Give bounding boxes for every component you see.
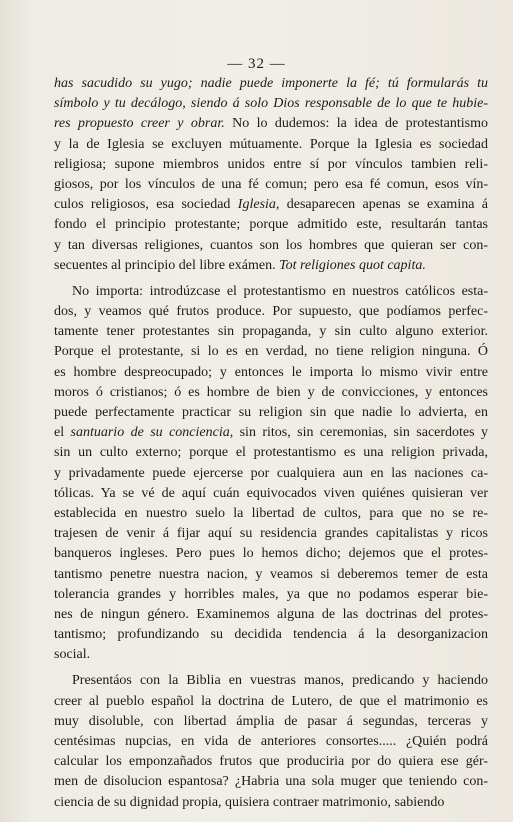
text-run: trajesen de venir á fijar aquí su residencia grandes capitalistas y ricos [54, 526, 488, 542]
text-line [54, 484, 488, 504]
text-run: religiosa; supone miembros unidos entre sí por vínculos tambien reli- [54, 156, 488, 172]
text-run: el [54, 425, 71, 441]
text-line [54, 752, 488, 772]
italic-text: res propuesto creer y obrar. [54, 116, 225, 132]
text-run: y privadamente puede ejercerse por cualquiera aun en las naciones ca- [54, 465, 488, 481]
text-line [54, 135, 488, 155]
text-run: desaparecen apenas se examina á [279, 197, 488, 213]
text-line [54, 504, 488, 524]
text-run: calcular los emponzañados frutos que produciria por do quiera ese gér- [54, 754, 488, 770]
text-run: banqueros ingleses. Pero pues lo hemos dicho; dejemos que el protes- [54, 546, 488, 562]
text-line [54, 342, 488, 362]
paragraph [54, 671, 488, 812]
text-line [54, 671, 488, 691]
text-line [54, 544, 488, 564]
text-run: secuentes al principio del libre exámen. [54, 257, 280, 273]
text-line [54, 74, 488, 94]
text-run: dos, y veamos qué frutos produce. Por supuesto, que podíamos perfec- [54, 304, 488, 320]
text-run: giosos, por los vínculos de una fé comun; pero esa fé comun, esos vín- [54, 176, 488, 192]
text-run: Porque el protestante, si lo es en verdad, no tiene religion ninguna. Ó [54, 344, 488, 360]
paragraph [54, 282, 488, 666]
text-line [54, 692, 488, 712]
text-line [54, 712, 488, 732]
text-run: establecida en nuestro suelo la libertad de cultos, para que no se re- [54, 505, 488, 521]
text-line [54, 565, 488, 585]
text-line [54, 793, 488, 813]
text-run: ciencia de su dignidad propia, quisiera contraer matrimonio, sabiendo [54, 794, 445, 810]
text-run: sin ritos, sin ceremonias, sin sacerdotes y [233, 425, 488, 441]
text-line [54, 322, 488, 342]
text-run: tantismo penetre nuestra nacion, y veamos si deberemos temer de esta [54, 566, 488, 582]
text-line [54, 383, 488, 403]
text-run: es hombre despreocupado; y entonces le importa lo mismo vivir entre [54, 364, 488, 380]
text-run: men de disolucion espantosa? ¿Habria una sola muger que teniendo con- [54, 774, 488, 790]
text-run: y tan diversas religiones, cuantos son los hombres que quieran ser con- [54, 237, 488, 253]
text-run: tamente tener protestantes sin propaganda, y sin culto alguno exterior. [54, 324, 488, 340]
text-line [54, 175, 488, 195]
text-line [54, 155, 488, 175]
text-run: tantismo; profundizando su decidida tendencia á la desorganizacion [54, 627, 488, 643]
text-line [54, 524, 488, 544]
italic-text: has sacudido su yugo; nadie puede imponerte la fé; tú formularás tu [54, 76, 488, 91]
text-line [54, 625, 488, 645]
italic-text: Iglesia, [237, 197, 280, 213]
text-line [54, 215, 488, 235]
italic-text: símbolo y tu decálogo, siendo á solo Dios responsable de lo que te hubie- [54, 96, 488, 112]
text-run: nes de ningun género. Examinemos alguna de las doctrinas del protes- [54, 606, 488, 622]
text-line [54, 443, 488, 463]
italic-text: Tot religiones quot capita. [279, 257, 426, 273]
text-run: muy disoluble, con libertad ámplia de pasar á segundas, terceras y [54, 713, 488, 729]
text-line [54, 464, 488, 484]
text-line [54, 585, 488, 605]
text-line [54, 423, 488, 443]
text-run: centésimas nupcias, en vida de anteriores consortes..... ¿Quién podrá [54, 734, 488, 749]
italic-text: santuario de su conciencia, [70, 425, 234, 441]
text-line [54, 302, 488, 322]
text-line [54, 114, 488, 134]
text-run: creer al pueblo español la doctrina de Lutero, de que el matrimonio es [54, 693, 488, 709]
text-run: sin un culto externo; porque el protestantismo es una religion privada, [54, 445, 488, 461]
text-run: puede perfectamente practicar su religion sin que nadie lo advierta, en [54, 405, 488, 420]
text-run: moros ó cristianos; ó es hombre de bien y de convicciones, y entonces [54, 384, 488, 400]
text-run: social. [54, 647, 91, 663]
text-line [54, 772, 488, 792]
text-run: No importa: introdúzcase el protestantismo en nuestros católicos esta- [72, 283, 488, 299]
text-line [54, 195, 488, 215]
text-line [54, 645, 488, 665]
text-run: No lo dudemos: la idea de protestantismo [224, 116, 488, 132]
text-line [54, 256, 488, 276]
text-line [54, 236, 488, 256]
paragraph [54, 74, 488, 276]
page-number: — 32 — [227, 56, 286, 72]
text-line [54, 94, 488, 114]
text-line [54, 282, 488, 302]
text-line [54, 732, 488, 752]
text-line [54, 363, 488, 383]
body-text [54, 74, 488, 813]
text-run: fondo el principio protestante; porque admitido este, resultarán tantas [54, 217, 488, 233]
text-run: Presentáos con la Biblia en vuestras manos, predicando y haciendo [72, 673, 488, 689]
text-run: tolerancia grandes y horribles males, ya que no podamos esperar bie- [54, 586, 488, 602]
text-line [54, 605, 488, 625]
text-run: y la de Iglesia se excluyen mútuamente. Porque la Iglesia es sociedad [54, 136, 488, 152]
text-line [54, 403, 488, 423]
text-run: tólicas. Ya se vé de aquí cuán equivocados viven quiénes quisieran ver [54, 485, 488, 501]
text-run: culos religiosos, esa sociedad [54, 197, 238, 213]
